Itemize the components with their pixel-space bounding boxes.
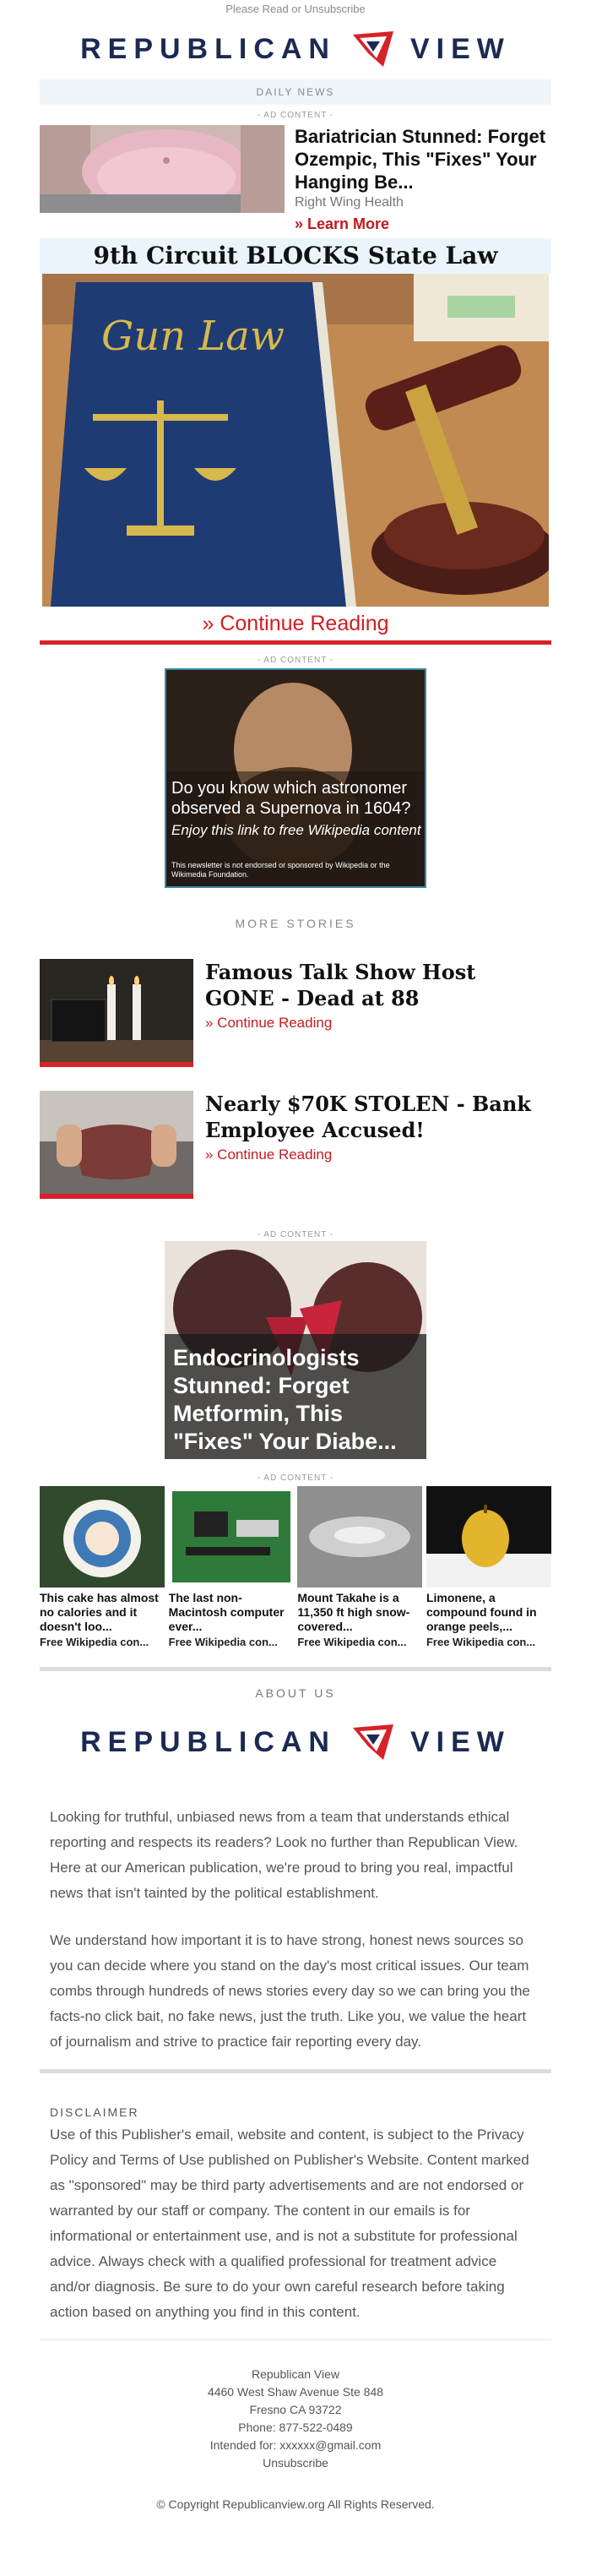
footer-divider	[40, 2339, 551, 2340]
candles-image	[40, 959, 193, 1067]
grid-ad-source: Free Wikipedia con...	[40, 1636, 149, 1648]
story-text	[193, 1091, 551, 1199]
about-divider	[40, 1667, 551, 1671]
disclaimer-heading: DISCLAIMER	[50, 2105, 139, 2119]
logo-star-icon	[351, 30, 395, 68]
logo-word-right: VIEW	[410, 32, 511, 65]
story-item[interactable]	[40, 959, 551, 1067]
grid-ad[interactable]	[426, 1486, 551, 1648]
ad-headline: Endocrinologists Stunned: Forget Metformin, This "Fixes" Your Diabe...	[173, 1345, 397, 1454]
circuit-board-image	[169, 1486, 294, 1588]
story-title[interactable]: Nearly $70K STOLEN - Bank Employee Accused!	[205, 1092, 531, 1142]
about-paragraph-2: We understand how important it is to have strong, honest news sources so you can decide where you stand on the day's most critical issues. Our team combs through hundreds of news stories every day so we can bring you the facts-no click bait, no fake news, just the truth. Like you, we value the heart of journalism and strive to practice fair reporting every day.	[50, 1932, 530, 2050]
grid-ad[interactable]	[40, 1486, 165, 1648]
grid-ad-caption: Limonene, a compound found in orange peels,...	[426, 1591, 537, 1633]
daily-news-bar: DAILY NEWS	[40, 79, 551, 105]
ad-label: - AD CONTENT -	[257, 1473, 334, 1483]
ad-label: - AD CONTENT -	[257, 1230, 334, 1239]
footer-intended: Intended for: xxxxxx@gmail.com	[209, 2438, 382, 2452]
top-note	[0, 0, 591, 19]
copyright: © Copyright Republicanview.org All Rights Reserved.	[156, 2497, 435, 2511]
ad-question: Do you know which astronomer observed a Supernova in 1604?	[171, 779, 411, 818]
grid-ad[interactable]	[297, 1486, 422, 1648]
grid-ad[interactable]	[169, 1486, 294, 1648]
feature-story	[40, 238, 551, 645]
logo-word-left: REPUBLICAN	[80, 1725, 336, 1758]
ad-thumbnail[interactable]	[40, 125, 285, 213]
empty-wallet-image	[40, 1091, 193, 1199]
footer-city: Fresno CA 93722	[249, 2403, 342, 2416]
story-image[interactable]	[40, 959, 193, 1067]
grid-ad-source: Free Wikipedia con...	[168, 1636, 278, 1648]
cake-image	[40, 1486, 165, 1588]
sponsored-ad-beets[interactable]	[165, 1241, 426, 1459]
grid-ad-caption: Mount Takahe is a 11,350 ft high snow-covered...	[297, 1591, 410, 1633]
disclaimer-divider	[40, 2069, 551, 2073]
more-stories-heading: MORE STORIES	[235, 917, 356, 930]
logo-word-left: REPUBLICAN	[80, 32, 336, 65]
ad-disclaimer: This newsletter is not endorsed or sponsored by Wikipedia or the Wikimedia Foundation.	[171, 861, 390, 879]
about-heading: ABOUT US	[255, 1686, 336, 1700]
unsubscribe-link[interactable]: Unsubscribe	[263, 2456, 328, 2470]
read-or-unsubscribe-link[interactable]: Please Read or Unsubscribe	[225, 3, 366, 15]
logo-star-icon	[351, 1723, 395, 1762]
story-title[interactable]: Famous Talk Show Host GONE - Dead at 88	[205, 960, 476, 1010]
ad-label: - AD CONTENT -	[257, 111, 334, 120]
grid-ad-source: Free Wikipedia con...	[297, 1636, 407, 1648]
ad-source: Right Wing Health	[295, 195, 404, 210]
continue-reading-link[interactable]: » Continue Reading	[202, 612, 389, 635]
email-body	[40, 79, 551, 2541]
about-logo	[40, 1717, 551, 1767]
story-text	[193, 959, 551, 1067]
disclaimer-text: Use of this Publisher's email, website and content, is subject to the Privacy Policy and Terms of Use published on Publisher's Website. Content marked as "sponsored" may be third party advertisements and are not endorsed or warranted by our staff or company. The content in our emails is for informational or entertainment use, and is not a substitute for professional advice. Always check with a qualified professional for treatment advice and/or diagnosis. Be sure to do your own careful research before taking action based on anything you find in this content.	[50, 2127, 529, 2320]
lemon-image	[426, 1486, 551, 1588]
grid-ad-source: Free Wikipedia con...	[426, 1636, 536, 1648]
ad-grid	[40, 1486, 551, 1648]
mountain-image	[297, 1486, 422, 1588]
feature-image[interactable]	[42, 274, 549, 607]
grid-ad-caption: The last non-Macintosh computer ever...	[168, 1591, 285, 1633]
story-item[interactable]	[40, 1091, 551, 1199]
grid-ad-caption: This cake has almost no calories and it doesn't loo...	[40, 1591, 159, 1633]
feature-divider	[40, 640, 551, 645]
footer-address	[40, 2366, 551, 2472]
continue-reading-link[interactable]: » Continue Reading	[205, 1015, 333, 1031]
footer-street: 4460 West Shaw Avenue Ste 848	[207, 2385, 384, 2399]
footer-company: Republican View	[251, 2367, 340, 2381]
book-title-text: Gun Law	[101, 313, 285, 360]
ad-headline[interactable]: Bariatrician Stunned: Forget Ozempic, This "Fixes" Your Hanging Be...	[295, 126, 546, 193]
wikipedia-ad[interactable]	[165, 668, 426, 888]
learn-more-link[interactable]: » Learn More	[295, 215, 390, 232]
belly-image	[40, 125, 285, 213]
ad-subcaption: Enjoy this link to free Wikipedia content	[171, 822, 421, 838]
header-logo[interactable]	[0, 19, 591, 79]
continue-reading-link[interactable]: » Continue Reading	[205, 1146, 333, 1163]
feature-headline[interactable]: 9th Circuit BLOCKS State Law	[40, 238, 551, 274]
footer-phone: Phone: 877-522-0489	[238, 2421, 353, 2434]
ad-info	[285, 125, 551, 232]
logo-word-right: VIEW	[410, 1725, 511, 1758]
sponsored-ad-top[interactable]	[40, 125, 551, 232]
story-image[interactable]	[40, 1091, 193, 1199]
about-paragraph-1: Looking for truthful, unbiased news from a team that understands ethical reporting and respects its readers? Look no further than Republican View. Here at our American publication, we're proud to bring you real, impactful news that isn't tainted by the political establishment.	[50, 1809, 518, 1901]
ad-label: - AD CONTENT -	[257, 656, 334, 665]
